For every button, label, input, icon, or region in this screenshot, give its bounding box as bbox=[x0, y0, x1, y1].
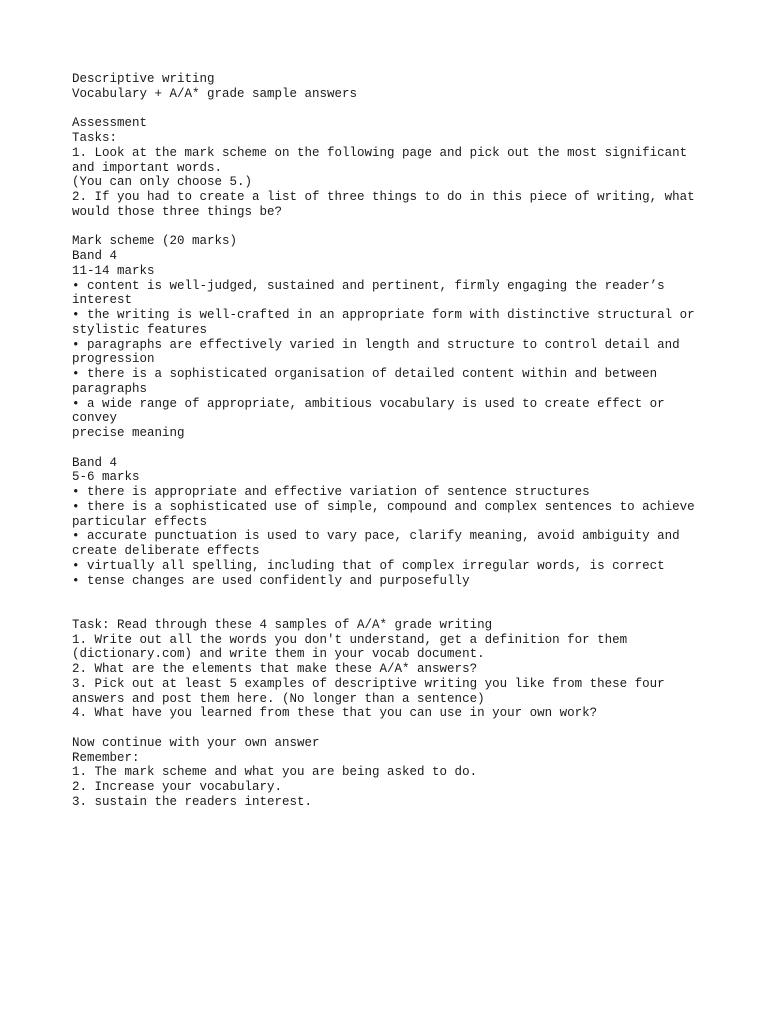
text-line: paragraphs bbox=[72, 381, 148, 396]
text-line: precise meaning bbox=[72, 426, 185, 440]
text-line bbox=[72, 603, 712, 618]
text-line: would those three things be? bbox=[72, 204, 283, 219]
text-line: • tense changes are used confidently and purposefully bbox=[72, 573, 470, 588]
text-line: • content is well-judged, sustained and pertinent, firmly engaging the reader’s bbox=[72, 278, 665, 293]
text-line: 3. Pick out at least 5 examples of descriptive writing you like from these four bbox=[72, 676, 665, 691]
text-line bbox=[72, 588, 712, 603]
text-line: 2. If you had to create a list of three things to do in this piece of writing, what bbox=[72, 190, 695, 204]
text-line: 1. The mark scheme and what you are being asked to do. bbox=[72, 765, 478, 780]
text-line: 4. What have you learned from these that you can use in your own work? bbox=[72, 706, 598, 721]
text-line: Now continue with your own answer bbox=[72, 735, 320, 750]
text-line bbox=[72, 441, 712, 456]
text-line: • the writing is well-crafted in an appropriate form with distinctive structural or bbox=[72, 308, 695, 322]
text-line: • virtually all spelling, including that of complex irregular words, is correct bbox=[72, 558, 665, 573]
text-line: and important words. bbox=[72, 160, 223, 175]
text-line: Task: Read through these 4 samples of A/A* grade writing bbox=[72, 617, 493, 632]
text-line: Descriptive writing bbox=[72, 72, 215, 86]
text-line: • there is appropriate and effective variation of sentence structures bbox=[72, 485, 590, 499]
text-line: • there is a sophisticated use of simple, compound and complex sentences to achieve bbox=[72, 499, 695, 514]
text-line: progression bbox=[72, 352, 155, 367]
text-line: 1. Write out all the words you don't understand, get a definition for them bbox=[72, 632, 628, 647]
text-line: stylistic features bbox=[72, 322, 208, 337]
text-line: (dictionary.com) and write them in your vocab document. bbox=[72, 647, 485, 662]
text-line: Assessment bbox=[72, 116, 148, 131]
text-line: • a wide range of appropriate, ambitious vocabulary is used to create effect or bbox=[72, 396, 665, 411]
text-line: • accurate punctuation is used to vary pace, clarify meaning, avoid ambiguity and bbox=[72, 529, 680, 544]
text-line bbox=[72, 220, 712, 235]
text-line: 2. Increase your vocabulary. bbox=[72, 780, 283, 794]
text-line: 2. What are the elements that make these A/A* answers? bbox=[72, 662, 478, 676]
document-body bbox=[72, 72, 712, 810]
text-line: 5-6 marks bbox=[72, 470, 140, 485]
text-line: Remember: bbox=[72, 750, 140, 765]
text-line: Band 4 bbox=[72, 249, 118, 263]
text-line: Vocabulary + A/A* grade sample answers bbox=[72, 86, 358, 101]
text-line: create deliberate effects bbox=[72, 544, 260, 558]
text-line: Band 4 bbox=[72, 455, 118, 470]
text-line: particular effects bbox=[72, 514, 208, 529]
text-line: 3. sustain the readers interest. bbox=[72, 794, 313, 809]
text-line: Mark scheme (20 marks) bbox=[72, 234, 238, 249]
text-line: 11-14 marks bbox=[72, 263, 155, 278]
text-line: • paragraphs are effectively varied in length and structure to control detail and bbox=[72, 337, 680, 352]
text-line: answers and post them here. (No longer than a sentence) bbox=[72, 691, 485, 706]
text-line: convey bbox=[72, 411, 118, 426]
text-line: 1. Look at the mark scheme on the following page and pick out the most significant bbox=[72, 145, 688, 160]
text-line bbox=[72, 721, 712, 736]
text-line: (You can only choose 5.) bbox=[72, 175, 253, 190]
text-line: interest bbox=[72, 293, 133, 308]
text-line bbox=[72, 102, 712, 117]
text-line: • there is a sophisticated organisation of detailed content within and between bbox=[72, 367, 658, 381]
text-line: Tasks: bbox=[72, 131, 118, 145]
